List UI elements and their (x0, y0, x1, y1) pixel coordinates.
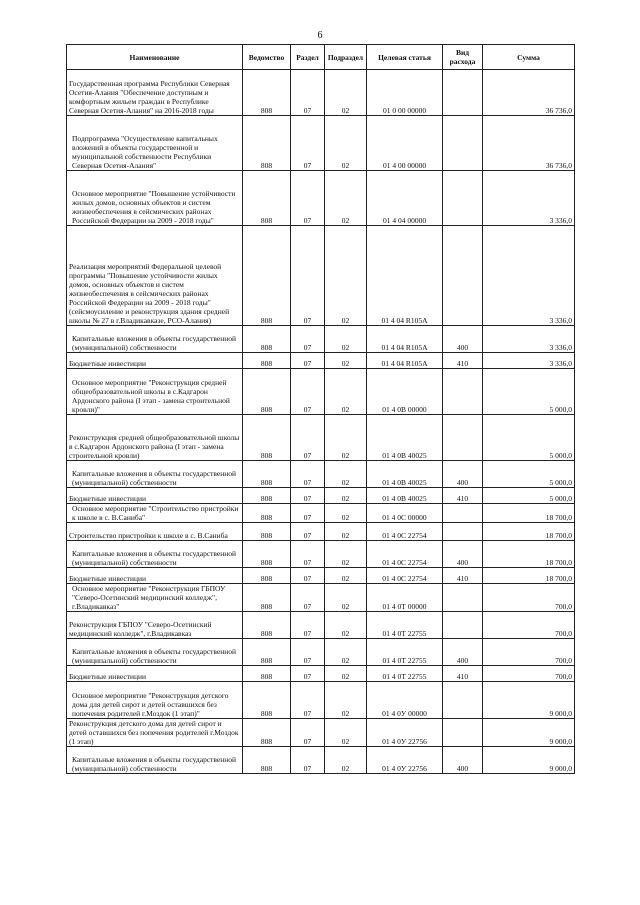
row-subsection: 02 (325, 666, 367, 682)
row-name: Основное мероприятие "Реконструкция детского дома для детей сирот и детей оставшихся без попечения родителей г.Моздок (1 этап)" (67, 682, 243, 719)
row-target: 01 4 04 R105A (367, 226, 443, 326)
row-section: 07 (291, 666, 325, 682)
table-row (67, 747, 575, 774)
row-section: 07 (291, 70, 325, 116)
row-dept: 808 (243, 639, 291, 666)
row-dept: 808 (243, 415, 291, 461)
row-sum: 3 336,0 (483, 326, 575, 353)
row-target: 01 4 0Т 22755 (367, 639, 443, 666)
budget-table (66, 44, 575, 774)
row-kind (443, 584, 483, 612)
row-target: 01 4 04 R105A (367, 353, 443, 369)
row-target: 01 4 0С 00000 (367, 504, 443, 523)
table-row (67, 612, 575, 639)
row-dept: 808 (243, 461, 291, 488)
row-section: 07 (291, 523, 325, 541)
row-dept: 808 (243, 719, 291, 747)
row-target: 01 4 0У 00000 (367, 682, 443, 719)
row-sum: 5 000,0 (483, 415, 575, 461)
row-target: 01 4 0В 40025 (367, 415, 443, 461)
row-subsection: 02 (325, 584, 367, 612)
row-sum: 700,0 (483, 612, 575, 639)
row-sum: 36 736,0 (483, 70, 575, 116)
row-target: 01 4 0С 22754 (367, 541, 443, 568)
row-subsection: 02 (325, 326, 367, 353)
row-target: 01 4 0Т 00000 (367, 584, 443, 612)
row-kind (443, 719, 483, 747)
row-name: Капитальные вложения в объекты государственной (муниципальной) собственности (67, 326, 243, 353)
row-name: Капитальные вложения в объекты государственной (муниципальной) собственности (67, 541, 243, 568)
row-dept: 808 (243, 369, 291, 415)
row-name: Капитальные вложения в объекты государственной (муниципальной) собственности (67, 639, 243, 666)
row-dept: 808 (243, 504, 291, 523)
row-kind: 410 (443, 568, 483, 584)
table-row (67, 666, 575, 682)
row-target: 01 4 00 00000 (367, 116, 443, 171)
row-name: Основное мероприятие "Строительство пристройки к школе в с. В.Саниба" (67, 504, 243, 523)
row-target: 01 4 0С 22754 (367, 568, 443, 584)
page-number: 6 (317, 30, 323, 41)
row-subsection: 02 (325, 488, 367, 504)
row-section: 07 (291, 568, 325, 584)
table-row (67, 116, 575, 171)
table-row (67, 488, 575, 504)
row-sum: 36 736,0 (483, 116, 575, 171)
row-kind: 400 (443, 639, 483, 666)
row-dept: 808 (243, 541, 291, 568)
row-kind: 410 (443, 666, 483, 682)
row-sum: 700,0 (483, 666, 575, 682)
row-kind (443, 415, 483, 461)
row-dept: 808 (243, 568, 291, 584)
row-sum: 18 700,0 (483, 523, 575, 541)
row-kind (443, 369, 483, 415)
row-dept: 808 (243, 612, 291, 639)
table-row (67, 353, 575, 369)
row-section: 07 (291, 369, 325, 415)
row-subsection: 02 (325, 171, 367, 226)
row-kind (443, 504, 483, 523)
row-subsection: 02 (325, 369, 367, 415)
row-kind: 400 (443, 461, 483, 488)
row-kind: 400 (443, 326, 483, 353)
header-subsection: Подраздел (325, 45, 367, 70)
table-row (67, 226, 575, 326)
row-section: 07 (291, 353, 325, 369)
row-dept: 808 (243, 116, 291, 171)
table-row (67, 584, 575, 612)
header-target: Целевая статья (367, 45, 443, 70)
row-subsection: 02 (325, 353, 367, 369)
row-name: Строительство пристройки к школе в с. В.Саниба (67, 523, 243, 541)
row-sum: 5 000,0 (483, 488, 575, 504)
table-row (67, 719, 575, 747)
row-sum: 18 700,0 (483, 568, 575, 584)
row-section: 07 (291, 541, 325, 568)
row-subsection: 02 (325, 682, 367, 719)
row-section: 07 (291, 504, 325, 523)
row-section: 07 (291, 612, 325, 639)
table-row (67, 70, 575, 116)
table-row (67, 369, 575, 415)
row-dept: 808 (243, 353, 291, 369)
row-dept: 808 (243, 326, 291, 353)
row-name: Реконструкция ГБПОУ "Северо-Осетинский медицинский колледж", г.Владикавказ (67, 612, 243, 639)
row-dept: 808 (243, 70, 291, 116)
header-sum: Сумма (483, 45, 575, 70)
row-section: 07 (291, 461, 325, 488)
row-dept: 808 (243, 584, 291, 612)
row-name: Реализация мероприятий Федеральной целевой программы "Повышение устойчивости жилых домов, основных объектов и систем жизнеобеспечения в сейсмических районах Российской Федерации на 2009 - 2018 годы" (сейсмоусиление и реконструкция здания средней школы № 27 в г.Владикавказе, РСО-Алания) (67, 226, 243, 326)
row-subsection: 02 (325, 568, 367, 584)
row-section: 07 (291, 639, 325, 666)
row-sum: 5 000,0 (483, 461, 575, 488)
row-target: 01 4 0В 00000 (367, 369, 443, 415)
row-target: 01 4 04 00000 (367, 171, 443, 226)
table-row (67, 326, 575, 353)
table-row (67, 541, 575, 568)
row-subsection: 02 (325, 523, 367, 541)
row-name: Бюджетные инвестиции (67, 666, 243, 682)
row-kind (443, 116, 483, 171)
row-section: 07 (291, 116, 325, 171)
row-name: Подпрограмма "Осуществление капитальных вложений в объекты государственной и муниципальной собственности Республики Северная Осетия-Алания" (67, 116, 243, 171)
row-target: 01 4 0У 22756 (367, 747, 443, 774)
row-sum: 700,0 (483, 584, 575, 612)
row-sum: 9 000,0 (483, 682, 575, 719)
row-section: 07 (291, 415, 325, 461)
row-dept: 808 (243, 171, 291, 226)
row-name: Бюджетные инвестиции (67, 488, 243, 504)
row-name: Государственная программа Республики Северная Осетия-Алания "Обеспечение доступным и комфортным жильем граждан в Республике Северная Осетия-Алания" на 2016-2018 годы (67, 70, 243, 116)
header-section: Раздел (291, 45, 325, 70)
row-name: Капитальные вложения в объекты государственной (муниципальной) собственности (67, 747, 243, 774)
table-row (67, 415, 575, 461)
row-name: Основное мероприятие "Повышение устойчивости жилых домов, основных объектов и систем жизнеобеспечения в сейсмических районах Российской Федерации на 2009 - 2018 годы" (67, 171, 243, 226)
row-subsection: 02 (325, 612, 367, 639)
row-target: 01 4 0В 40025 (367, 461, 443, 488)
row-sum: 3 336,0 (483, 171, 575, 226)
row-name: Основное мероприятие "Реконструкция средней общеобразовательной школы в с.Кадгарон Ардонского района (I этап - замена строительной кровли)" (67, 369, 243, 415)
row-section: 07 (291, 171, 325, 226)
row-kind: 400 (443, 747, 483, 774)
row-kind: 410 (443, 488, 483, 504)
row-section: 07 (291, 226, 325, 326)
table-row (67, 568, 575, 584)
table-row (67, 682, 575, 719)
table-row (67, 461, 575, 488)
row-kind (443, 226, 483, 326)
row-dept: 808 (243, 682, 291, 719)
row-target: 01 4 0В 40025 (367, 488, 443, 504)
row-target: 01 0 00 00000 (367, 70, 443, 116)
row-subsection: 02 (325, 226, 367, 326)
row-target: 01 4 0Т 22755 (367, 666, 443, 682)
row-sum: 3 336,0 (483, 226, 575, 326)
row-target: 01 4 04 R105A (367, 326, 443, 353)
row-subsection: 02 (325, 639, 367, 666)
table-row (67, 171, 575, 226)
row-section: 07 (291, 747, 325, 774)
row-sum: 5 000,0 (483, 369, 575, 415)
row-sum: 9 000,0 (483, 719, 575, 747)
row-sum: 9 000,0 (483, 747, 575, 774)
row-section: 07 (291, 584, 325, 612)
row-kind: 400 (443, 541, 483, 568)
row-dept: 808 (243, 488, 291, 504)
row-sum: 700,0 (483, 639, 575, 666)
row-target: 01 4 0У 22756 (367, 719, 443, 747)
row-name: Капитальные вложения в объекты государственной (муниципальной) собственности (67, 461, 243, 488)
row-sum: 18 700,0 (483, 504, 575, 523)
row-name: Реконструкция средней общеобразовательной школы в с.Кадгарон Ардонского района (I этап - замена строительной кровли) (67, 415, 243, 461)
header-kind: Вид расхода (443, 45, 483, 70)
row-dept: 808 (243, 523, 291, 541)
header-row (67, 45, 575, 70)
row-subsection: 02 (325, 747, 367, 774)
row-kind (443, 523, 483, 541)
row-target: 01 4 0С 22754 (367, 523, 443, 541)
row-subsection: 02 (325, 461, 367, 488)
table-row (67, 504, 575, 523)
row-subsection: 02 (325, 116, 367, 171)
row-sum: 3 336,0 (483, 353, 575, 369)
row-section: 07 (291, 682, 325, 719)
row-kind (443, 171, 483, 226)
row-subsection: 02 (325, 70, 367, 116)
row-subsection: 02 (325, 541, 367, 568)
row-subsection: 02 (325, 415, 367, 461)
row-sum: 18 700,0 (483, 541, 575, 568)
row-dept: 808 (243, 226, 291, 326)
table-row (67, 523, 575, 541)
row-kind (443, 70, 483, 116)
row-dept: 808 (243, 747, 291, 774)
table-row (67, 639, 575, 666)
row-name: Бюджетные инвестиции (67, 568, 243, 584)
row-subsection: 02 (325, 719, 367, 747)
row-kind (443, 612, 483, 639)
row-kind (443, 682, 483, 719)
row-name: Основное мероприятие "Реконструкция ГБПОУ "Северо-Осетинский медицинский колледж", г.Владикавказ" (67, 584, 243, 612)
row-kind: 410 (443, 353, 483, 369)
row-section: 07 (291, 488, 325, 504)
row-subsection: 02 (325, 504, 367, 523)
row-dept: 808 (243, 666, 291, 682)
row-name: Бюджетные инвестиции (67, 353, 243, 369)
row-section: 07 (291, 719, 325, 747)
header-name: Наименование (67, 45, 243, 70)
row-target: 01 4 0Т 22755 (367, 612, 443, 639)
header-dept: Ведомство (243, 45, 291, 70)
row-section: 07 (291, 326, 325, 353)
row-name: Реконструкция детского дома для детей сирот и детей оставшихся без попечения родителей г.Моздок (1 этап) (67, 719, 243, 747)
